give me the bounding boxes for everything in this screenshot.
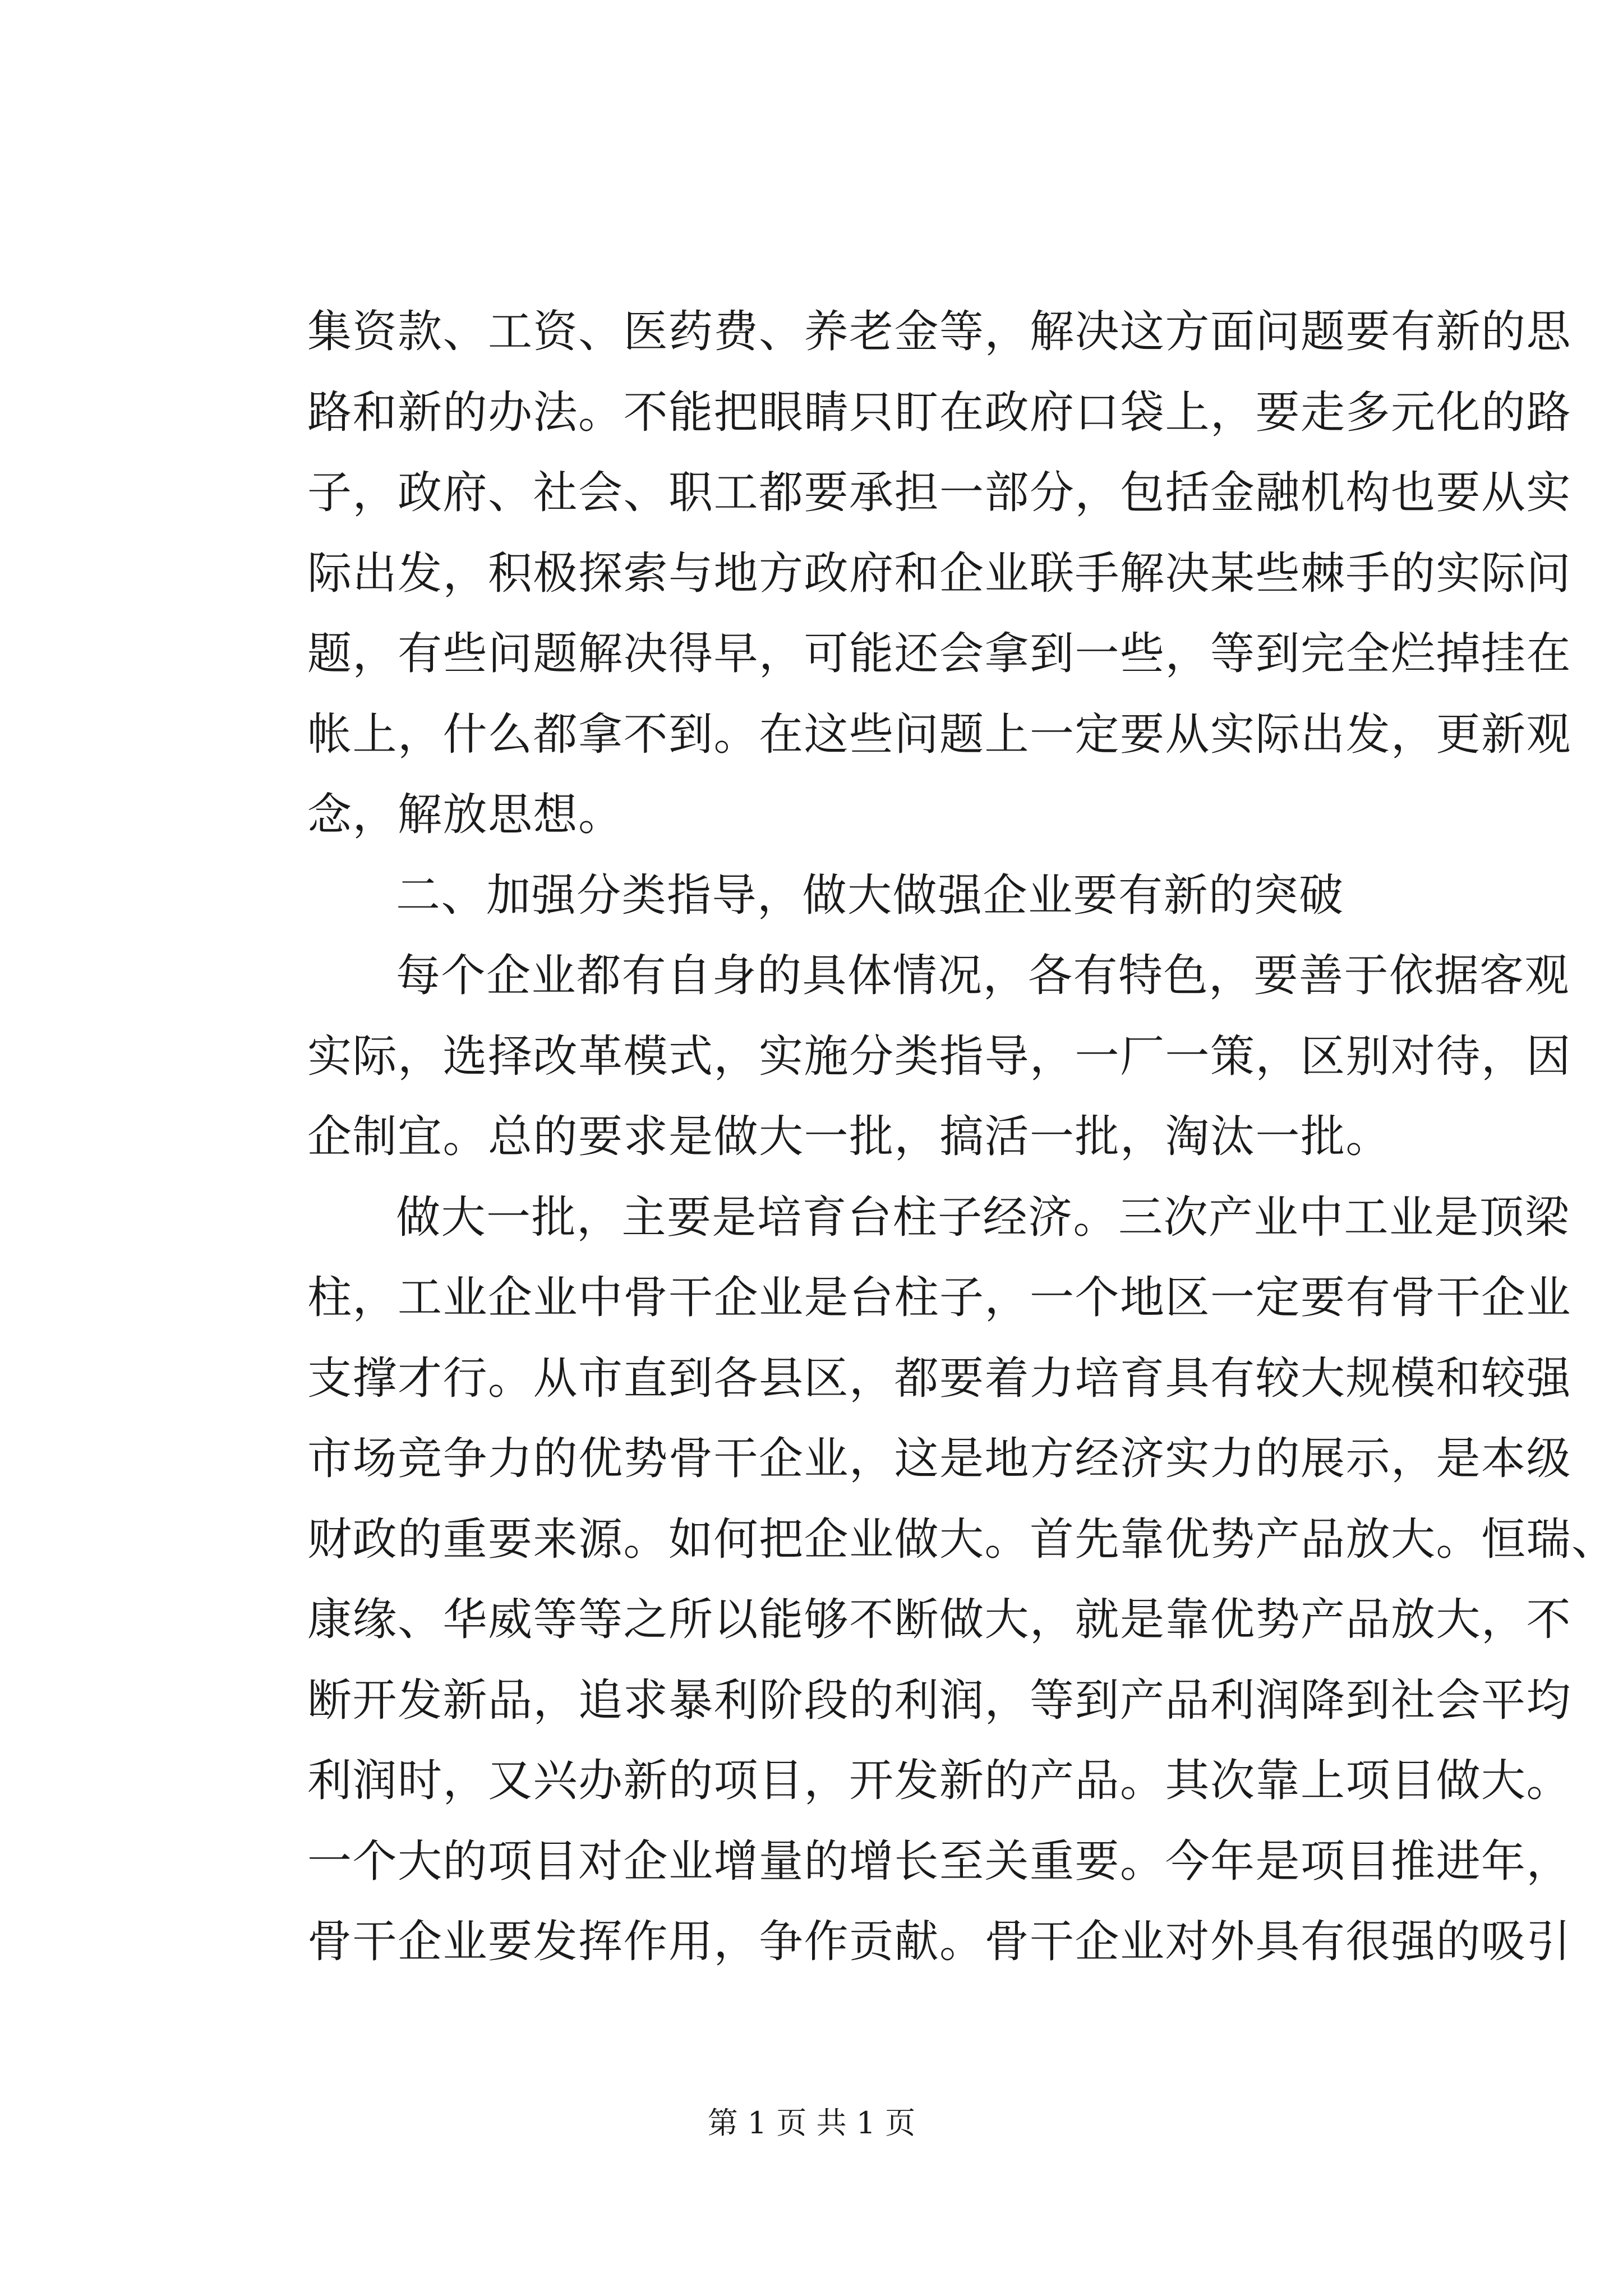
text-line: 一个大的项目对企业增量的增长至关重要。今年是项目推进年，: [307, 1835, 1571, 1887]
text-line: 际出发，积极探索与地方政府和企业联手解决某些棘手的实际问: [307, 547, 1571, 599]
text-line: 题，有些问题解决得早，可能还会拿到一些，等到完全烂掉挂在: [307, 628, 1571, 679]
text-line: 每个企业都有自身的具体情况，各有特色，要善于依据客观: [396, 950, 1570, 1001]
text-line: 路和新的办法。不能把眼睛只盯在政府口袋上，要走多元化的路: [307, 386, 1571, 438]
text-line: 利润时，又兴办新的项目，开发新的产品。其次靠上项目做大。: [307, 1755, 1571, 1806]
text-line: 柱，工业企业中骨干企业是台柱子，一个地区一定要有骨干企业: [307, 1272, 1571, 1323]
text-line: 帐上，什么都拿不到。在这些问题上一定要从实际出发，更新观: [307, 708, 1571, 760]
text-line: 实际，选择改革模式，实施分类指导，一厂一策，区别对待，因: [307, 1030, 1571, 1082]
page-footer: 第 1 页 共 1 页: [707, 2105, 916, 2141]
text-line: 做大一批，主要是培育台柱子经济。三次产业中工业是顶梁: [396, 1191, 1570, 1243]
document-body: [307, 292, 1617, 1982]
text-line: 念，解放思想。: [307, 789, 624, 840]
text-line: 二、加强分类指导，做大做强企业要有新的突破: [396, 869, 1344, 921]
text-line: 骨干企业要发挥作用，争作贡献。骨干企业对外具有很强的吸引: [307, 1916, 1571, 1967]
text-line: 集资款、工资、医药费、养老金等，解决这方面问题要有新的思: [307, 306, 1571, 357]
text-line: 康缘、华威等等之所以能够不断做大，就是靠优势产品放大，不: [307, 1594, 1571, 1645]
text-line: 断开发新品，追求暴利阶段的利润，等到产品利润降到社会平均: [307, 1674, 1571, 1726]
text-line: 财政的重要来源。如何把企业做大。首先靠优势产品放大。恒瑞、: [307, 1513, 1617, 1565]
text-line: 支撑才行。从市直到各县区，都要着力培育具有较大规模和较强: [307, 1352, 1571, 1404]
text-line: 子，政府、社会、职工都要承担一部分，包括金融机构也要从实: [307, 467, 1571, 518]
text-line: 市场竞争力的优势骨干企业，这是地方经济实力的展示，是本级: [307, 1433, 1571, 1484]
text-line: 企制宜。总的要求是做大一批，搞活一批，淘汰一批。: [307, 1111, 1391, 1162]
